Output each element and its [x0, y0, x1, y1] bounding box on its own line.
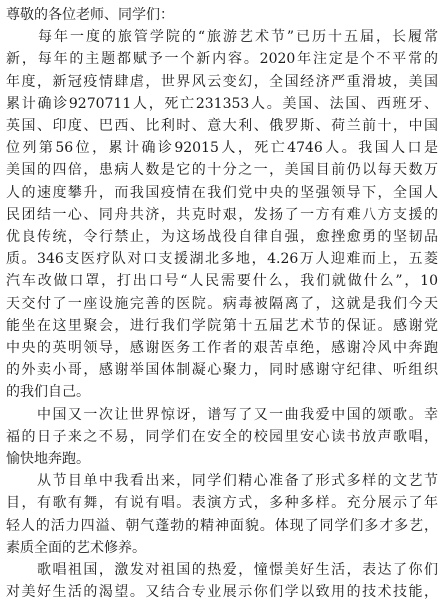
paragraph-2	[6, 404, 438, 471]
text-line: 福的日子来之不易，同学们在安全的校园里安心读书放声歌唱，	[6, 428, 438, 445]
text-line: 从节目单中我看出来，同学们精心准备了形式多样的文艺节	[6, 473, 438, 490]
paragraph-4	[6, 559, 438, 603]
text-line: 歌唱祖国，激发对祖国的热爱，憧憬美好生活，表达了你们	[6, 562, 438, 579]
text-line: 目，有歌有舞，有说有唱。表演方式，多种多样。充分展示了年	[6, 495, 438, 512]
text-line: 素质全面的艺术修养。	[6, 539, 146, 556]
paragraph-3	[6, 470, 438, 559]
text-line: 汽车改做口罩，打出口号“人民需要什么，我们就做什么”，10	[6, 273, 438, 290]
text-line: 人的速度攀升，而我国疫情在我们党中央的坚强领导下，全国人	[6, 184, 438, 201]
text-line: 位列第56位，累计确诊92015人，死亡4746人。我国人口是	[6, 140, 438, 157]
text-line: 民团结一心、同舟共济，共克时艰，发扬了一方有难八方支援的	[6, 206, 438, 223]
text-line: 每年一度的旅管学院的“旅游艺术节”已历十五届，长履常	[6, 29, 438, 46]
text-line: 中国又一次让世界惊讶，谱写了又一曲我爱中国的颂歌。幸	[6, 406, 438, 423]
text-line: 的外卖小哥，感谢举国体制凝心聚力，同时感谢守纪律、听组织	[6, 362, 438, 379]
salutation: 尊敬的各位老师、同学们：	[6, 7, 174, 23]
text-line: 能坐在这里聚会，进行我们学院第十五届艺术节的保证。感谢党	[6, 317, 438, 334]
text-line: 美国的四倍，患病人数是它的十分之一，美国目前仍以每天数万	[6, 162, 438, 179]
text-line: 累计确诊9270711人，死亡231353人。美国、法国、西班牙、	[6, 95, 438, 112]
text-line: 优良传统，令行禁止，为这场战役自律自强，愈挫愈勇的坚韧品	[6, 229, 438, 246]
text-line: 中央的英明领导，感谢医务工作者的艰苦卓绝，感谢冷风中奔跑	[6, 340, 438, 357]
text-line: 英国、印度、巴西、比利时、意大利、俄罗斯、荷兰前十，中国	[6, 118, 438, 135]
text-line: 新，每年的主题都赋予一个新内容。2020年注定是个不平常的	[6, 51, 438, 68]
paragraph-1	[6, 26, 438, 403]
text-line: 年度，新冠疫情肆虐，世界风云变幻，全国经济严重滑坡，美国	[6, 73, 438, 90]
text-line: 对美好生活的渴望。又结合专业展示你们学以致用的技术技能，	[6, 584, 438, 601]
speech-text	[6, 4, 438, 603]
text-line: 愉快地奔跑。	[6, 451, 90, 468]
text-line: 质。346支医疗队对口支援湖北多地，4.26万人迎难而上，五菱	[6, 251, 438, 268]
text-line: 的我们自己。	[6, 384, 90, 401]
text-line: 轻人的活力四溢、朝气蓬勃的精神面貌。体现了同学们多才多艺，	[6, 517, 438, 534]
text-line: 天交付了一座设施完善的医院。病毒被隔离了，这就是我们今天	[6, 295, 438, 312]
